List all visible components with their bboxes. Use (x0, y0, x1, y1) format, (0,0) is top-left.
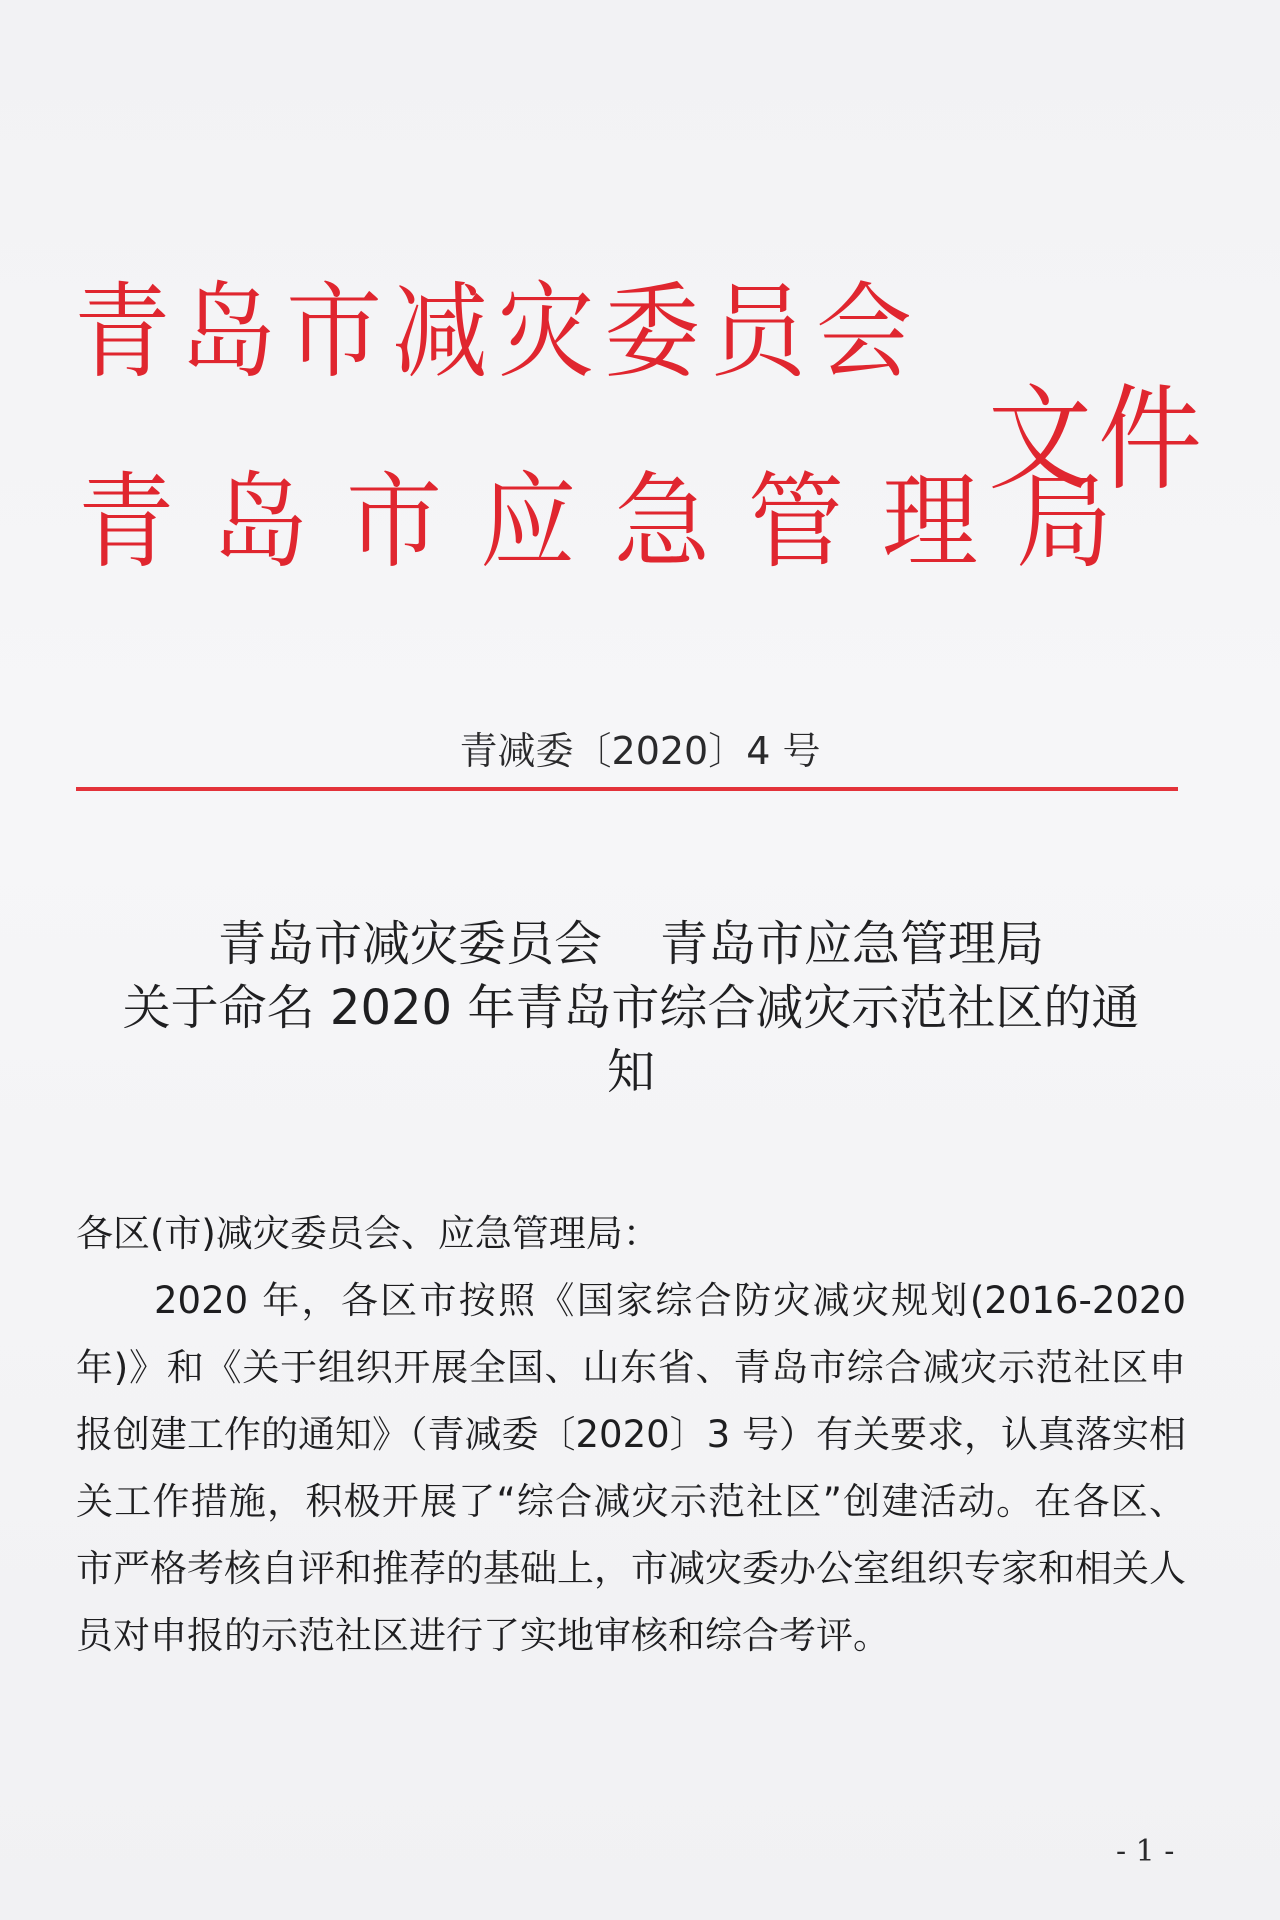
title-line-2: 关于命名 2020 年青岛市综合减灾示范社区的通 (122, 980, 1140, 1036)
document-number: 青减委〔2020〕4 号 (459, 729, 821, 773)
document-type-word: 文件 (988, 372, 1209, 507)
body-paragraph-1: 2020 年，各区市按照《国家综合防灾减灾规划(2016-2020 年)》和《关于组织开展全国、山东省、青岛市综合减灾示范社区申报创建工作的通知》（青减委〔2020〕3 号）有关要求，认真落实相关工作措施，积极开展了“综合减灾示范社区”创建活动。在各区、市严格考核自评和推荐的基础上，市减灾委办公室组织专家和相关人员对申报的示范社区进行了实地审核和综合考评。 (76, 1279, 1186, 1657)
title-issuer-1: 青岛市减灾委员会 (217, 916, 602, 972)
red-separator-line (76, 787, 1178, 791)
title-line-1 (76, 912, 1186, 976)
issuer-name-line2: 青岛市应急管理局 (78, 461, 1150, 583)
page-number: - 1 - (1116, 1834, 1175, 1869)
issuer-name-line1: 青岛市减灾委员会 (74, 271, 922, 393)
title-line-3: 知 (606, 1044, 655, 1100)
document-body (76, 1200, 1186, 1669)
title-issuer-2: 青岛市应急管理局 (660, 916, 1045, 972)
salutation: 各区(市)减灾委员会、应急管理局： (76, 1212, 660, 1255)
document-title (76, 912, 1186, 1104)
